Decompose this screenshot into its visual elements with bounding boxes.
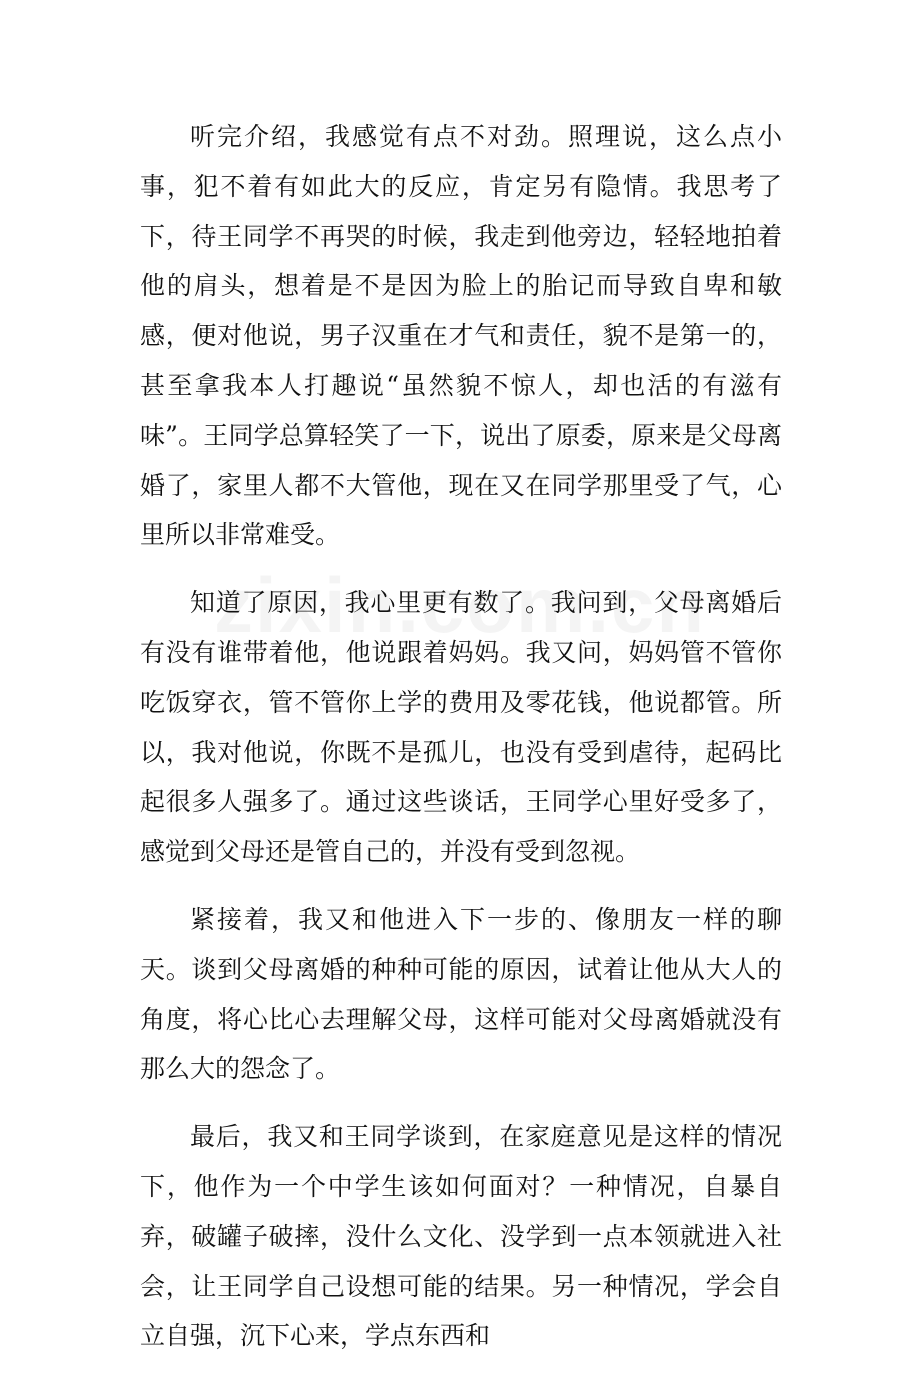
paragraph-1: 听完介绍，我感觉有点不对劲。照理说，这么点小事，犯不着有如此大的反应，肯定另有隐情。我思考了下，待王同学不再哭的时候，我走到他旁边，轻轻地拍着他的肩头，想着是不是因为脸上的胎记而导致自卑和敏感，便对他说，男子汉重在才气和责任，貌不是第一的，甚至拿我本人打趣说“虽然貌不惊人，却也活的有滋有味”。王同学总算轻笑了一下，说出了原委，原来是父母离婚了，家里人都不大管他，现在又在同学那里受了气，心里所以非常难受。 [140,122,782,550]
paragraph-2: 知道了原因，我心里更有数了。我问到，父母离婚后有没有谁带着他，他说跟着妈妈。我又问，妈妈管不管你吃饭穿衣，管不管你上学的费用及零花钱，他说都管。所以，我对他说，你既不是孤儿，也没有受到虐待，起码比起很多人强多了。通过这些谈话，王同学心里好受多了，感觉到父母还是管自己的，并没有受到忽视。 [140,588,782,867]
document-body [140,112,782,1379]
paragraph-3: 紧接着，我又和他进入下一步的、像朋友一样的聊天。谈到父母离婚的种种可能的原因，试着让他从大人的角度，将心比心去理解父母，这样可能对父母离婚就没有那么大的怨念了。 [140,904,782,1084]
paragraph-4: 最后，我又和王同学谈到，在家庭意见是这样的情况下，他作为一个中学生该如何面对？一种情况，自暴自弃，破罐子破摔，没什么文化、没学到一点本领就进入社会，让王同学自己设想可能的结果。另一种情况，学会自立自强，沉下心来，学点东西和 [140,1122,782,1351]
